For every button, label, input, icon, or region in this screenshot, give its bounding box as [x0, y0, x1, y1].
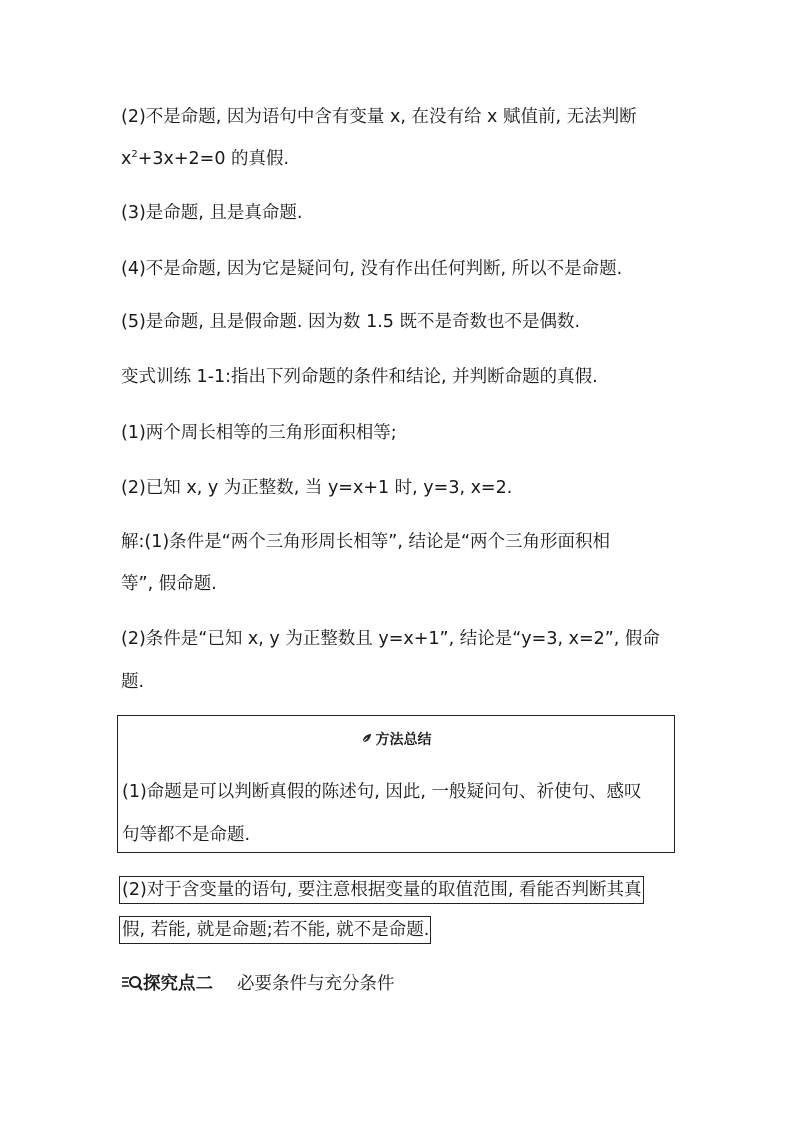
- solution-line-1b: 等”, 假命题.: [121, 574, 217, 594]
- answer-line-3: (3)是命题, 且是真命题.: [121, 203, 303, 223]
- method-summary-line-1: (1)命题是可以判断真假的陈述句, 因此, 一般疑问句、祈使句、感叹: [122, 782, 642, 802]
- section-title: 必要条件与充分条件: [237, 974, 395, 994]
- exercise-heading: 变式训练 1-1:指出下列命题的条件和结论, 并判断命题的真假.: [121, 367, 598, 387]
- exercise-item-2: (2)已知 x, y 为正整数, 当 y=x+1 时, y=3, x=2.: [121, 478, 513, 498]
- note-box-line-2: 假, 若能, 就是命题;若不能, 就不是命题.: [119, 916, 431, 944]
- math-exponent: 2: [131, 149, 138, 160]
- math-rest: +3x+2=0 的真假.: [137, 149, 290, 169]
- answer-line-2a: (2)不是命题, 因为语句中含有变量 x, 在没有给 x 赋值前, 无法判断: [121, 107, 637, 127]
- note-box-line-1: (2)对于含变量的语句, 要注意根据变量的取值范围, 看能否判断其真: [119, 876, 644, 904]
- section-heading: [121, 971, 395, 997]
- method-summary-title: [118, 730, 674, 750]
- answer-line-2b: [121, 147, 289, 171]
- section-label: 探究点二: [143, 974, 213, 994]
- math-var-x: x: [121, 149, 132, 169]
- answer-line-4: (4)不是命题, 因为它是疑问句, 没有作出任何判断, 所以不是命题.: [121, 259, 623, 279]
- solution-line-1a: 解:(1)条件是“两个三角形周长相等”, 结论是“两个三角形面积相: [121, 532, 611, 552]
- method-summary-box: [117, 715, 675, 853]
- answer-line-5: (5)是命题, 且是假命题. 因为数 1.5 既不是奇数也不是偶数.: [121, 312, 581, 332]
- solution-line-2b: 题.: [121, 672, 145, 692]
- magnifier-icon: [121, 974, 143, 992]
- method-summary-line-2: 句等都不是命题.: [122, 825, 251, 845]
- solution-line-2a: (2)条件是“已知 x, y 为正整数且 y=x+1”, 结论是“y=3, x=2”, 假命: [121, 629, 660, 649]
- exercise-item-1: (1)两个周长相等的三角形面积相等;: [121, 423, 397, 443]
- method-summary-label: 方法总结: [375, 732, 432, 748]
- leaf-icon: [361, 730, 372, 750]
